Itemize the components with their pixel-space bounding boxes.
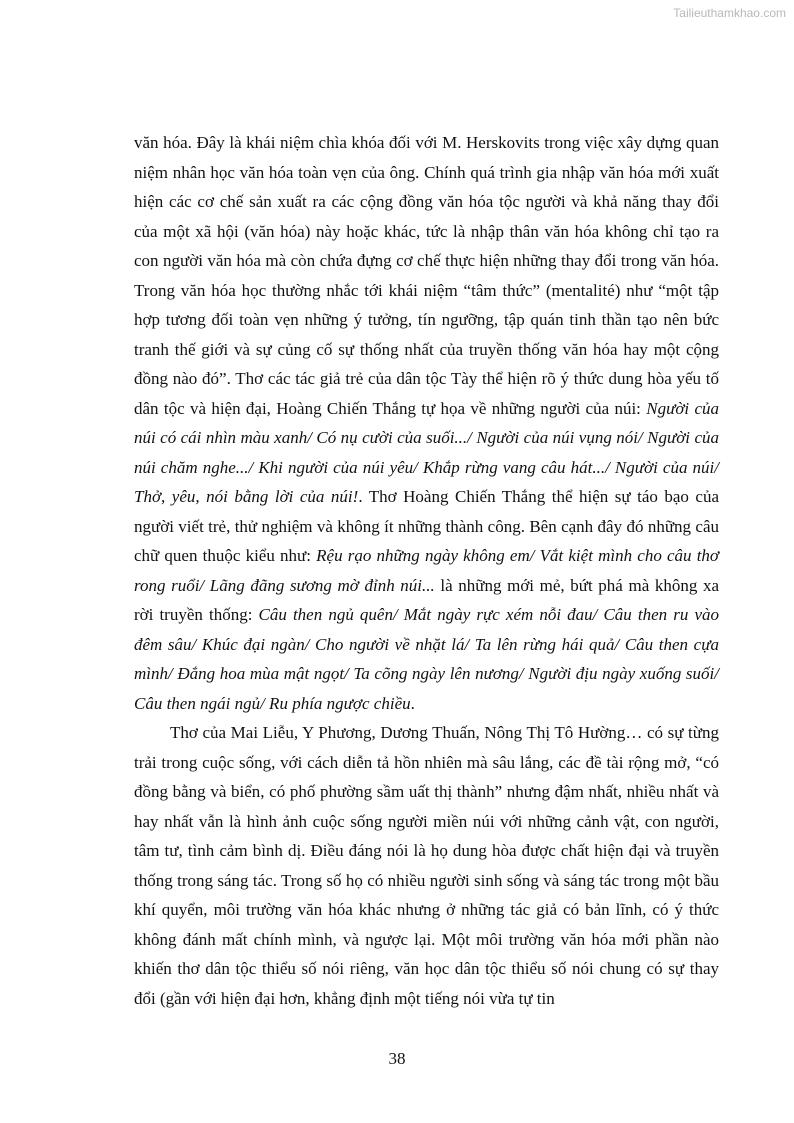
poem-quote-2: Rệu rạo những ngày không em/ Vắt kiệt mình cho câu thơ rong ruổi/ Lãng đãng sương mờ đỉnh núi...	[134, 546, 719, 595]
paragraph-1-text-3: là những mới mẻ, bứt phá mà không xa rời truyền thống:	[134, 575, 719, 624]
paragraph-1-text-2: . Thơ Hoàng Chiến Thắng thể hiện sự táo bạo của người viết trẻ, thử nghiệm và không ít những thành công. Bên cạnh đây đó những câu chữ quen thuộc kiểu như:	[134, 487, 720, 565]
paragraph-1-text-4: .	[410, 693, 415, 713]
document-body	[134, 128, 719, 1013]
paragraph-1-text-1: văn hóa. Đây là khái niệm chìa khóa đối với M. Herskovits trong việc xây dựng quan niệm nhân học văn hóa toàn vẹn của ông. Chính quá trình gia nhập văn hóa mới xuất hiện các cơ chế sản xuất ra các cộng đồng văn hóa tộc người và khả năng thay đổi của một xã hội (văn hóa) này hoặc khác, tức là nhập thân văn hóa không chỉ tạo ra con người văn hóa mà còn chứa đựng cơ chế thực hiện những thay đổi trong văn hóa. Trong văn hóa học thường nhắc tới khái niệm “tâm thức” (mentalité) như “một tập hợp tương đối toàn vẹn những ý tưởng, tín ngưỡng, tập quán tinh thần tạo nên bức tranh thế giới và sự củng cố sự thống nhất của truyền thống văn hóa hay một cộng đồng nào đó”. Thơ các tác giả trẻ của dân tộc Tày thể hiện rõ ý thức dung hòa yếu tố dân tộc và hiện đại, Hoàng Chiến Thắng tự họa về những người của núi:	[134, 133, 719, 418]
watermark: Tailieuthamkhao.com	[673, 6, 786, 20]
page-number: 38	[388, 1049, 406, 1068]
poem-quote-1: Người của núi có cái nhìn màu xanh/ Có nụ cười của suối.../ Người của núi vụng nói/ Người của núi chăm nghe.../ Khi người của núi yêu/ Khắp rừng vang câu hát.../ Người của núi/ Thở, yêu, nói bằng lời của núi!	[134, 398, 720, 506]
poem-quote-3: Câu then ngủ quên/ Mắt ngày rực xém nỗi đau/ Câu then ru vào đêm sâu/ Khúc đại ngàn/ Cho người về nhặt lá/ Ta lên rừng hái quả/ Câu then cựa mình/ Đắng hoa mùa mật ngọt/ Ta cõng ngày lên nương/ Người địu ngày xuống suối/ Câu then ngái ngủ/ Ru phía ngược chiều	[134, 605, 720, 713]
paragraph-2: Thơ của Mai Liễu, Y Phương, Dương Thuấn, Nông Thị Tô Hường… có sự từng trải trong cuộc sống, với cách diễn tả hồn nhiên mà sâu lắng, các đề tài rộng mở, “có đồng bằng và biển, có phố phường sầm uất thị thành” nhưng đậm nhất, nhiều nhất và hay nhất vẫn là hình ảnh cuộc sống người miền núi với những cảnh vật, con người, tâm tư, tình cảm bình dị. Điều đáng nói là họ dung hòa được chất hiện đại và truyền thống trong sáng tác. Trong số họ có nhiều người sinh sống và sáng tác trong một bầu khí quyển, môi trường văn hóa khác nhưng ở những tác giả có bản lĩnh, có ý thức không đánh mất chính mình, và ngược lại. Một môi trường văn hóa mới phần nào khiến thơ dân tộc thiểu số nói riêng, văn học dân tộc thiểu số nói chung có sự thay đổi (gần với hiện đại hơn, khẳng định một tiếng nói vừa tự tin	[134, 723, 719, 1008]
paragraph-1	[134, 128, 719, 718]
